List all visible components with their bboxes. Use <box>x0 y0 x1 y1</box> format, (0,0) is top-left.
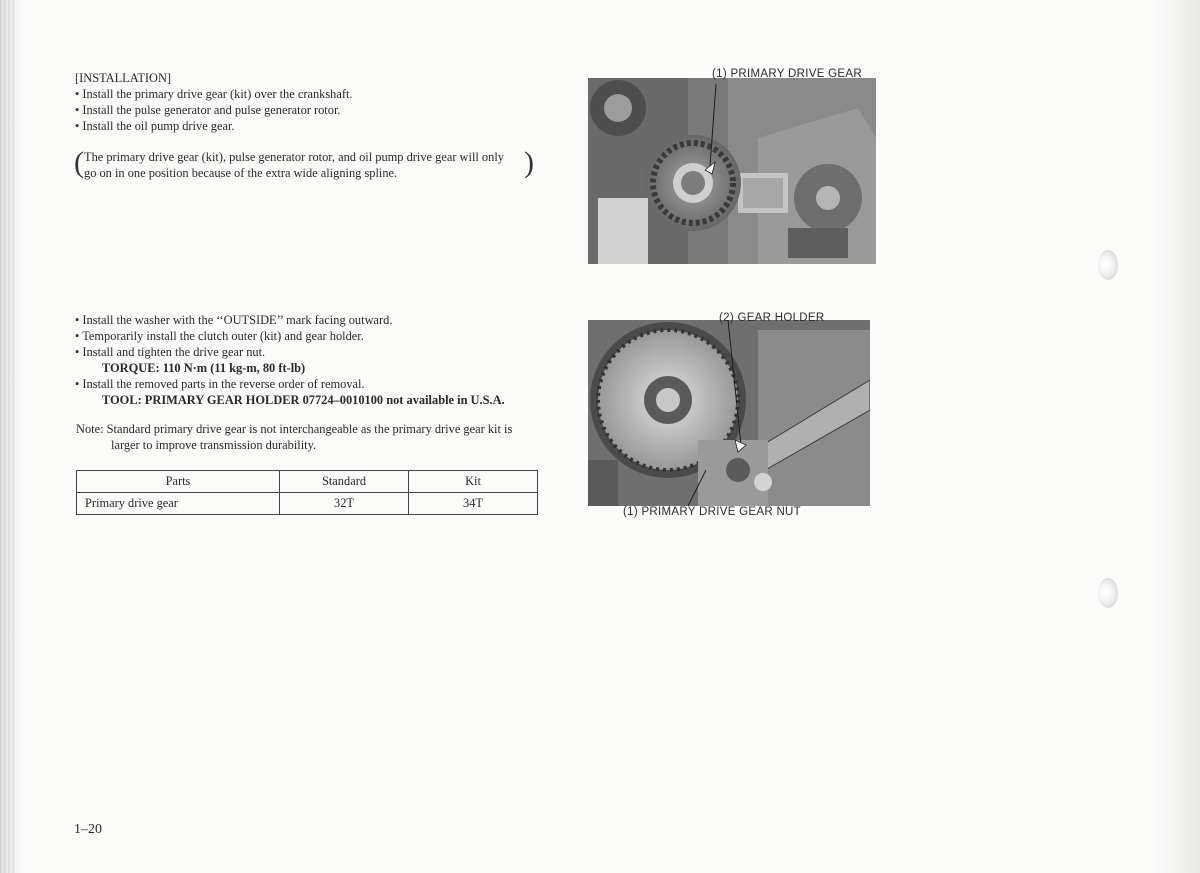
note-line: go on in one position because of the extra wide aligning spline. <box>84 166 398 180</box>
interchangeability-note <box>76 421 512 453</box>
clutch-photo-illustration <box>588 320 870 506</box>
table-header-row <box>77 471 538 493</box>
gear-holder-caption: (2) GEAR HOLDER <box>719 312 825 324</box>
note-line: The primary drive gear (kit), pulse generator rotor, and oil pump drive gear will only <box>84 150 504 164</box>
page-edge <box>1154 0 1200 873</box>
alignment-note <box>74 148 534 182</box>
table-header: Standard <box>280 471 409 493</box>
table-cell: Primary drive gear <box>77 493 280 515</box>
gear-holder-photo <box>588 320 870 506</box>
step-item: • Install the pulse generator and pulse generator rotor. <box>75 103 341 117</box>
section-heading: [INSTALLATION] <box>75 71 172 85</box>
primary-drive-gear-caption: (1) PRIMARY DRIVE GEAR <box>712 68 862 80</box>
primary-drive-gear-photo <box>588 78 876 264</box>
page-number: 1–20 <box>74 822 102 837</box>
table-cell: 34T <box>409 493 538 515</box>
step-item: • Install the removed parts in the reverse order of removal. <box>75 377 365 391</box>
parts-table <box>76 470 538 515</box>
binding-edge <box>0 0 22 873</box>
punch-hole <box>1098 250 1118 280</box>
punch-hole <box>1098 578 1118 608</box>
open-parenthesis: ( <box>74 146 84 179</box>
table-cell: 32T <box>280 493 409 515</box>
torque-spec: TORQUE: 110 N·m (11 kg-m, 80 ft-lb) <box>102 361 306 375</box>
engine-photo-illustration <box>588 78 876 264</box>
installation-section <box>75 70 353 134</box>
step-item: • Temporarily install the clutch outer (kit) and gear holder. <box>75 329 364 343</box>
step-item: • Install and tighten the drive gear nut. <box>75 345 266 359</box>
note-line: larger to improve transmission durability. <box>111 438 317 452</box>
table-header: Kit <box>409 471 538 493</box>
step-item: • Install the washer with the ‘‘OUTSIDE’’ mark facing outward. <box>75 313 393 327</box>
step-item: • Install the primary drive gear (kit) over the crankshaft. <box>75 87 353 101</box>
drive-gear-nut-caption: (1) PRIMARY DRIVE GEAR NUT <box>623 506 801 518</box>
tightening-section <box>75 312 505 408</box>
table-row <box>77 493 538 515</box>
close-parenthesis: ) <box>524 146 534 179</box>
note-line: Note: Standard primary drive gear is not interchangeable as the primary drive gear kit is <box>76 422 513 436</box>
tool-spec: TOOL: PRIMARY GEAR HOLDER 07724–0010100 not available in U.S.A. <box>102 393 505 407</box>
table-header: Parts <box>77 471 280 493</box>
step-item: • Install the oil pump drive gear. <box>75 119 235 133</box>
